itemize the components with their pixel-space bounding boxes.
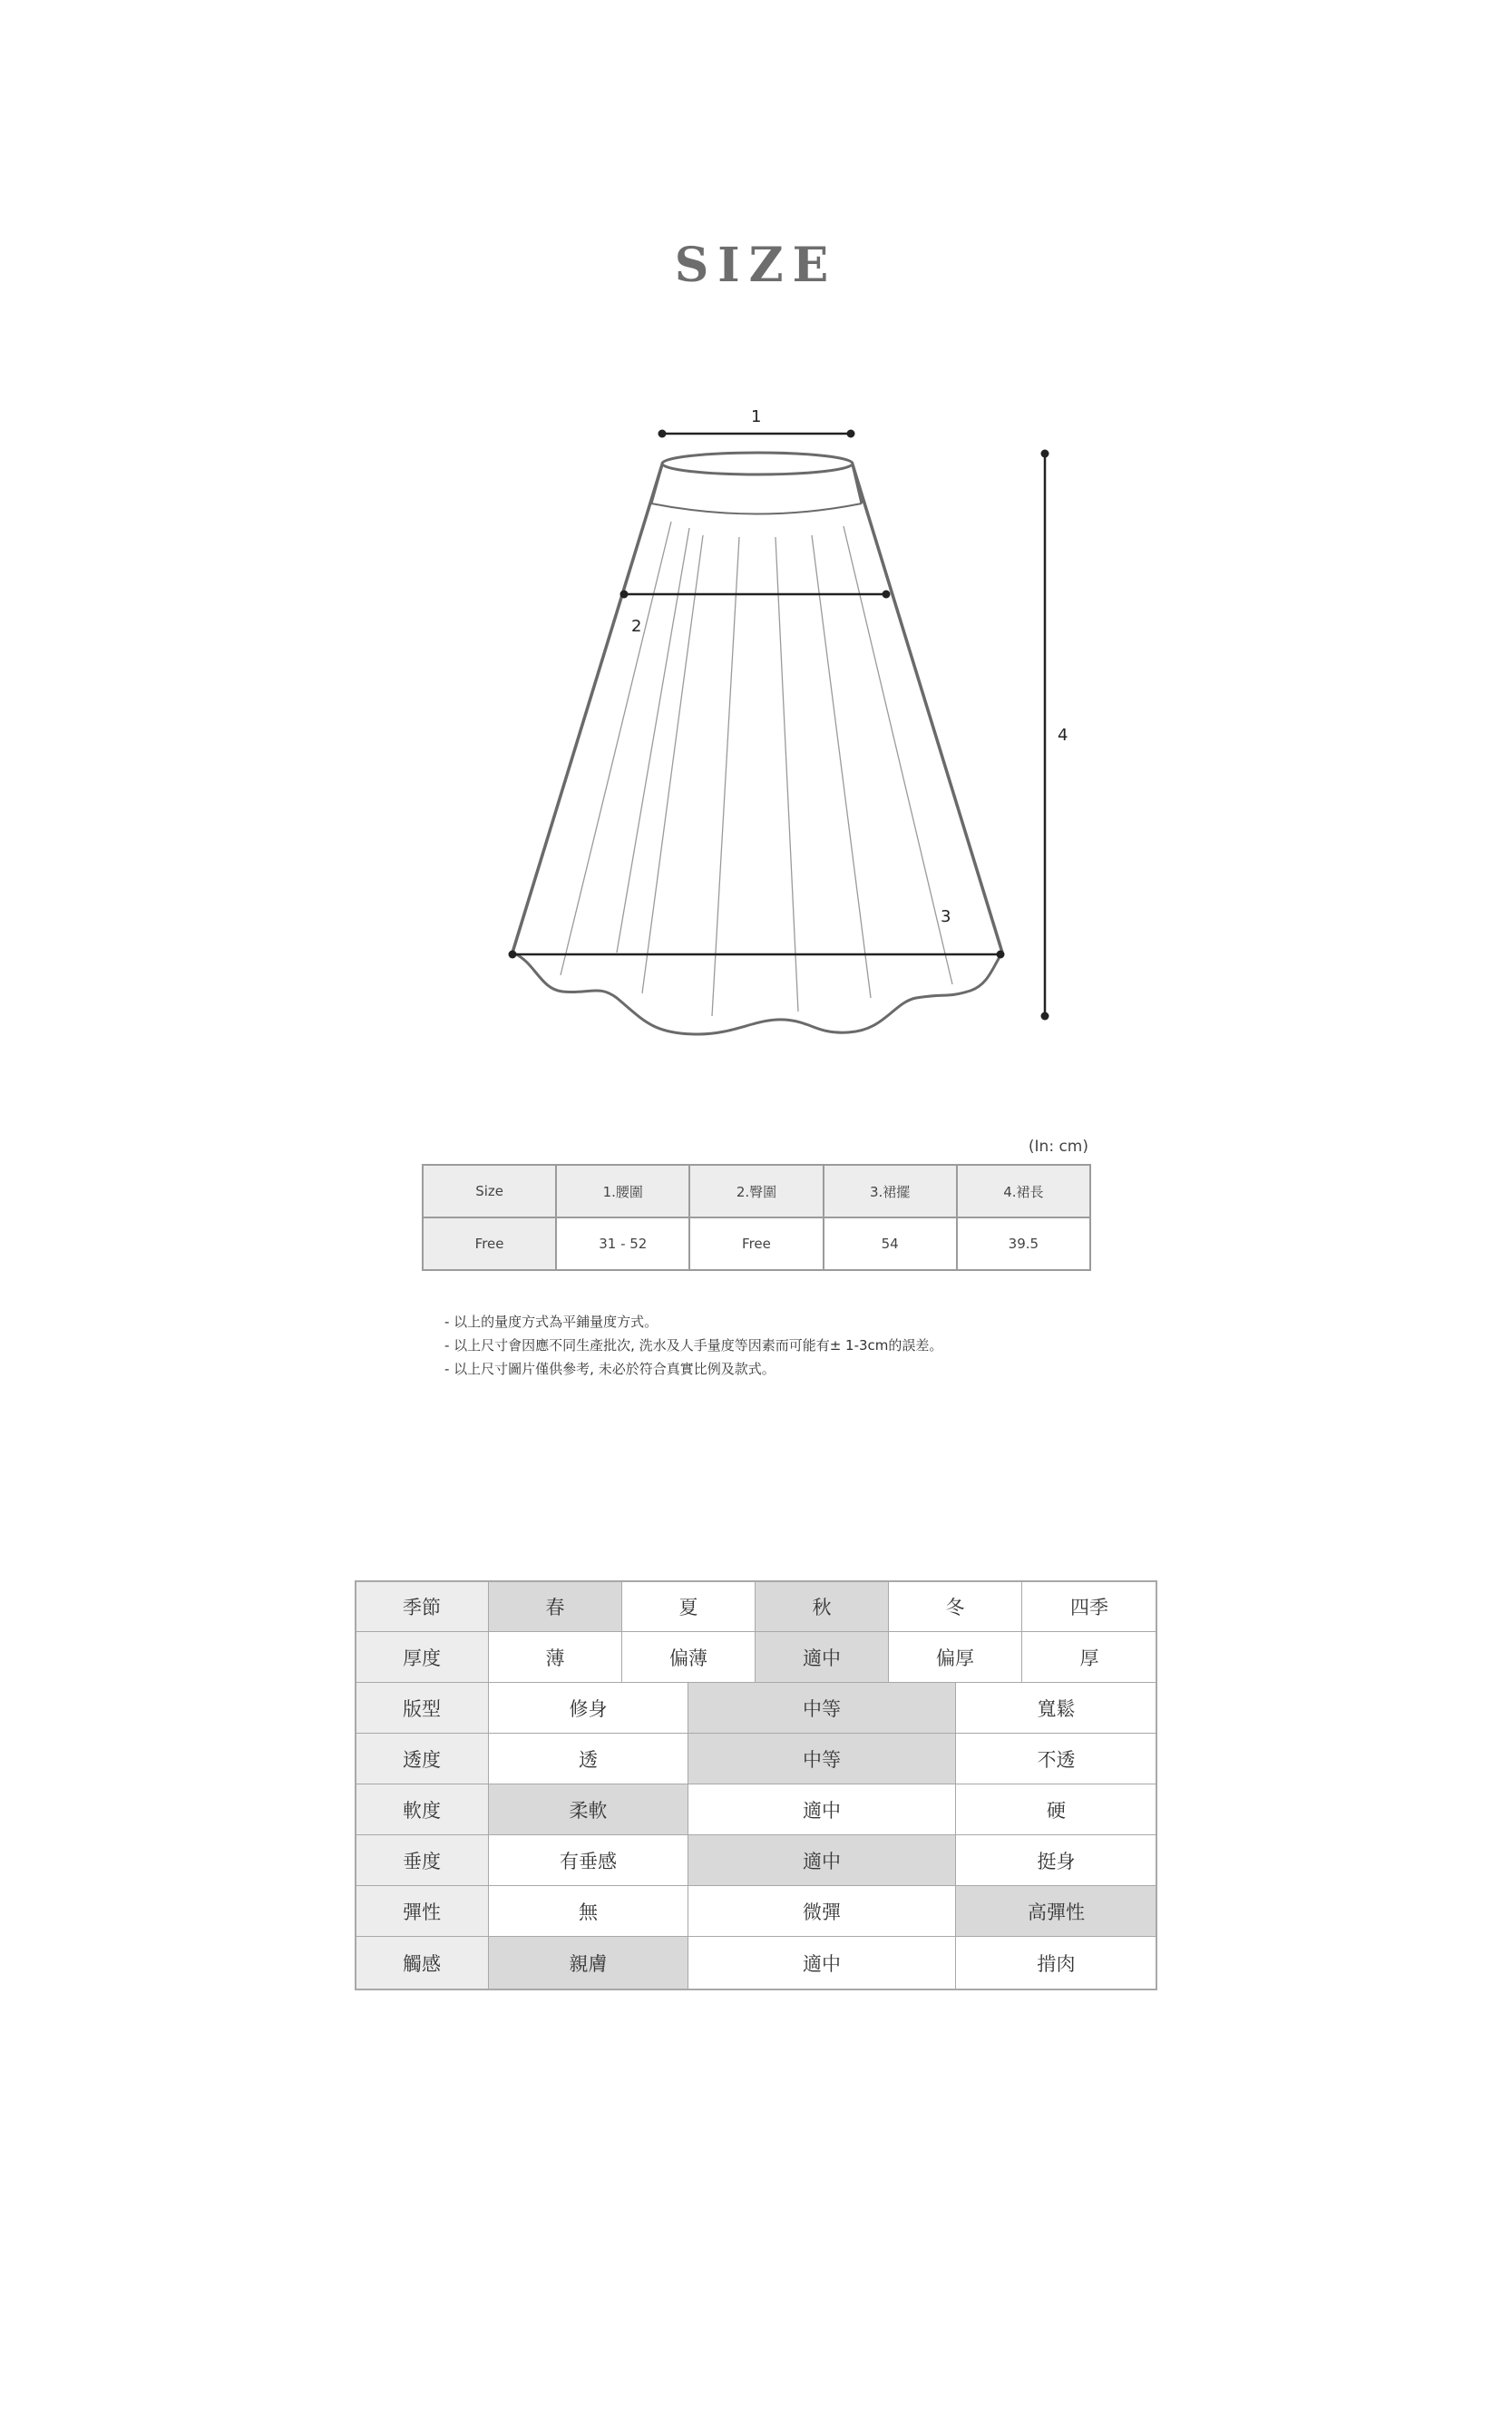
sheerness-option-opaque: 不透 bbox=[955, 1733, 1157, 1784]
season-option-winter: 冬 bbox=[888, 1580, 1022, 1632]
thickness-option-slightly-thin: 偏薄 bbox=[621, 1631, 756, 1683]
size-cell: Free bbox=[423, 1217, 556, 1270]
drape-option-draped: 有垂感 bbox=[488, 1834, 688, 1886]
texture-option-itchy: 掯肉 bbox=[955, 1936, 1157, 1990]
fabric-properties-table bbox=[355, 1580, 1157, 1990]
drape-option-stiff: 挺身 bbox=[955, 1834, 1157, 1886]
row-label-texture: 觸感 bbox=[355, 1936, 489, 1990]
season-option-summer: 夏 bbox=[621, 1580, 756, 1632]
size-header-cell: Size bbox=[423, 1165, 556, 1217]
drape-option-medium: 適中 bbox=[688, 1834, 956, 1886]
measure-label-3: 3 bbox=[941, 907, 951, 926]
skirt-measurement-diagram bbox=[0, 0, 1512, 1089]
row-label-softness: 軟度 bbox=[355, 1784, 489, 1835]
sheerness-option-medium: 中等 bbox=[688, 1733, 956, 1784]
row-label-thickness: 厚度 bbox=[355, 1631, 489, 1683]
measure-label-2: 2 bbox=[631, 617, 642, 636]
season-option-spring: 春 bbox=[488, 1580, 622, 1632]
size-cell: 54 bbox=[824, 1217, 957, 1270]
season-option-all: 四季 bbox=[1021, 1580, 1157, 1632]
texture-option-medium: 適中 bbox=[688, 1936, 956, 1990]
measurement-notes bbox=[444, 1310, 942, 1381]
size-header-cell: 1.腰圍 bbox=[556, 1165, 689, 1217]
measure-label-1: 1 bbox=[751, 407, 762, 426]
sheerness-option-sheer: 透 bbox=[488, 1733, 688, 1784]
size-table-row bbox=[423, 1217, 1090, 1270]
elasticity-option-slight: 微彈 bbox=[688, 1885, 956, 1937]
size-cell: 39.5 bbox=[957, 1217, 1090, 1270]
measure-label-4: 4 bbox=[1058, 726, 1068, 745]
thickness-option-medium: 適中 bbox=[755, 1631, 889, 1683]
size-table bbox=[422, 1164, 1091, 1271]
elasticity-option-high: 高彈性 bbox=[955, 1885, 1157, 1937]
thickness-option-thin: 薄 bbox=[488, 1631, 622, 1683]
fit-option-regular: 中等 bbox=[688, 1682, 956, 1734]
thickness-option-thick: 厚 bbox=[1021, 1631, 1157, 1683]
row-label-season: 季節 bbox=[355, 1580, 489, 1632]
note-line: - 以上的量度方式為平鋪量度方式。 bbox=[444, 1314, 658, 1330]
row-label-drape: 垂度 bbox=[355, 1834, 489, 1886]
size-header-cell: 2.臀圍 bbox=[689, 1165, 823, 1217]
size-table-header bbox=[423, 1165, 1090, 1217]
size-cell: Free bbox=[689, 1217, 823, 1270]
softness-option-medium: 適中 bbox=[688, 1784, 956, 1835]
row-label-sheerness: 透度 bbox=[355, 1733, 489, 1784]
row-label-fit: 版型 bbox=[355, 1682, 489, 1734]
elasticity-option-none: 無 bbox=[488, 1885, 688, 1937]
unit-label: (In: cm) bbox=[1028, 1138, 1088, 1156]
softness-option-hard: 硬 bbox=[955, 1784, 1157, 1835]
note-line: - 以上尺寸圖片僅供參考, 未必於符合真實比例及款式。 bbox=[444, 1361, 776, 1377]
size-header-cell: 4.裙長 bbox=[957, 1165, 1090, 1217]
size-header-cell: 3.裙擺 bbox=[824, 1165, 957, 1217]
season-option-autumn: 秋 bbox=[755, 1580, 889, 1632]
softness-option-soft: 柔軟 bbox=[488, 1784, 688, 1835]
note-line: - 以上尺寸會因應不同生產批次, 洗水及人手量度等因素而可能有± 1-3cm的誤差。 bbox=[444, 1337, 943, 1354]
texture-option-skin-friendly: 親膚 bbox=[488, 1936, 688, 1990]
skirt-illustration bbox=[512, 453, 1002, 1034]
fit-option-loose: 寬鬆 bbox=[955, 1682, 1157, 1734]
row-label-elasticity: 彈性 bbox=[355, 1885, 489, 1937]
page-title: SIZE bbox=[674, 238, 838, 293]
fit-option-slim: 修身 bbox=[488, 1682, 688, 1734]
size-cell: 31 - 52 bbox=[556, 1217, 689, 1270]
thickness-option-slightly-thick: 偏厚 bbox=[888, 1631, 1022, 1683]
